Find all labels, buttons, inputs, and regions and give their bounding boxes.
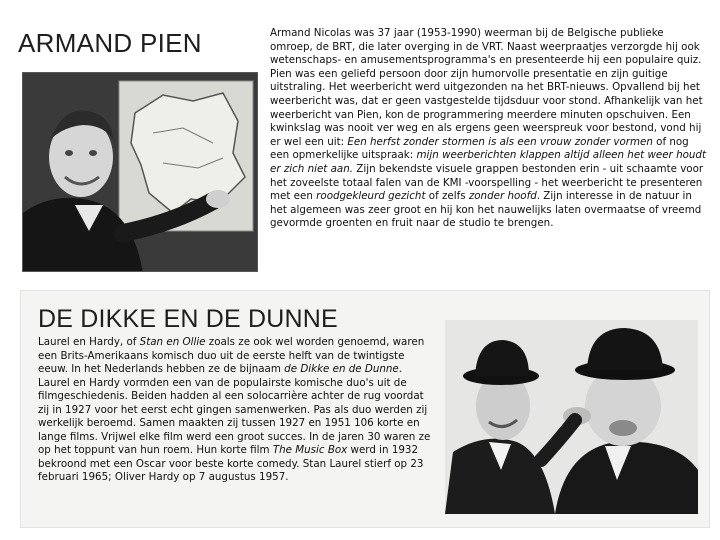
section-title-armand-pien: ARMAND PIEN — [18, 28, 202, 58]
laurel-hardy-quote: de Dikke en de Dunne — [284, 363, 399, 375]
armand-pien-text-part: Armand Nicolas was 37 jaar (1953-1990) weerman bij de Belgische publieke omroep, de BRT, die later overging in de VRT. Naast weerpraatjes verzorgde hij ook wetenschaps- en amusementsprogramma's en presenteerde hij een populaire quiz. Pien was een geliefd persoon door zijn humorvolle presentatie en zijn guitige uitstraling. Het weerbericht werd uitgezonden na het BRT-nieuws. Opvallend bij het weerbericht was, dat er geen vastgestelde tijdsduur voor stond. Afhankelijk van het weerbericht van Pien, kon de programmering meerdere minuten opschuiven. Een kwinkslag was nooit ver weg en als ergens geen weerspreuk voor bestond, vond hij er wel een uit: — [270, 27, 703, 148]
laurel-hardy-quote: The Music Box — [272, 444, 348, 456]
armand-pien-quote: mijn weerberichten klappen altijd alleen het weer houdt er zich niet aan. — [270, 149, 706, 175]
laurel-hardy-text — [38, 336, 436, 485]
armand-pien-quote: zonder hoofd — [468, 190, 537, 203]
armand-pien-text — [270, 27, 708, 231]
laurel-hardy-text-part: zoals ze ook wel worden genoemd, waren een Brits-Amerikaans komisch duo uit de eerste helft van de twintigste eeuw. In het Nederlands hebben ze de bijnaam — [38, 336, 425, 375]
laurel-hardy-text-part: Laurel en Hardy, of — [38, 336, 140, 348]
laurel-hardy-quote: Stan en Ollie — [139, 336, 206, 348]
armand-pien-photo — [22, 72, 258, 272]
armand-pien-quote: Een herfst zonder stormen is als een vrouw zonder vormen — [347, 135, 653, 148]
armand-pien-text-part: of nog een opmerkelijke uitspraak: — [270, 135, 689, 162]
armand-pien-text-part: Zijn bekendste visuele grappen bestonden erin - uit schaamte voor het zoveelste totaal falen van de KMI -voorspelling - het weerbericht te presenteren met een — [270, 162, 704, 203]
armand-pien-text-part: . Zijn interesse in de natuur in het algemeen was zeer groot en hij kon het nauwelijks laten overmaatse of vreemd gevormde groenten en fruit naar de studio te brengen. — [270, 190, 702, 230]
laurel-hardy-illustration — [445, 320, 698, 514]
armand-pien-quote: roodgekleurd gezicht — [316, 190, 426, 203]
laurel-hardy-photo — [445, 320, 698, 514]
laurel-hardy-text-part: . Laurel en Hardy vormden een van de populairste komische duo's uit de filmgeschiedenis. Beiden hadden al een solocarrière achter de rug voordat zij in 1927 voor het eerst echt gingen samenwerken. Pas als duo werden zij werkelijk beroemd. Samen maakten zij tussen 1927 en 1951 106 korte en lange films. Vrijwel elke film werd een groot succes. In de jaren 30 waren ze op het toppunt van hun roem. Hun korte film — [38, 363, 431, 456]
laurel-hardy-text-part: werd in 1932 bekroond met een Oscar voor beste korte comedy. Stan Laurel stierf op 23 februari 1965; Oliver Hardy op 7 augustus 1957. — [38, 444, 424, 483]
armand-pien-illustration — [23, 73, 258, 272]
section-title-laurel-hardy: DE DIKKE EN DE DUNNE — [38, 305, 338, 333]
armand-pien-text-part: of zelfs — [425, 190, 469, 203]
